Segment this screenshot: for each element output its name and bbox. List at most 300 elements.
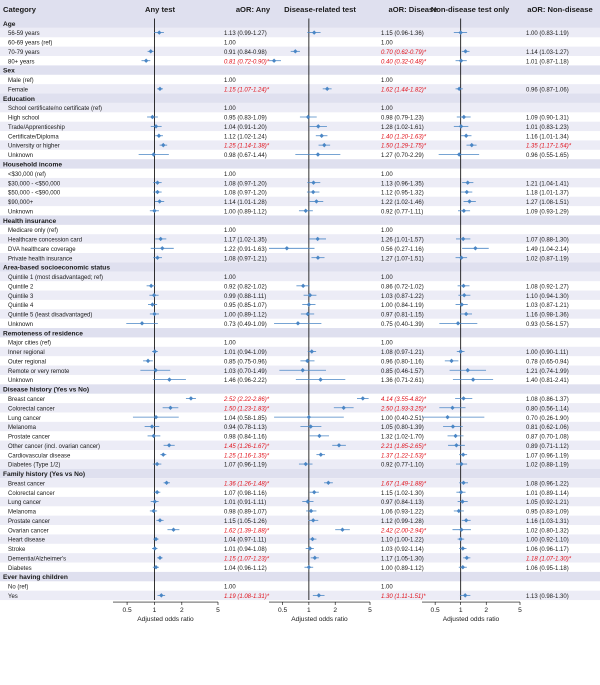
point-estimate [460,302,464,306]
header-aor-1: aOR: Any [235,5,271,14]
aor-value: 0.95 (0.83-1.09) [224,115,267,122]
aor-value: 1.00 (0.84-1.19) [381,303,424,310]
aor-value: 1.15 (1.07-1.23)* [224,556,270,563]
aor-value: 1.13 (0.99-1.27) [224,31,267,38]
section-band [0,469,600,478]
aor-value: 1.13 (0.96-1.35) [381,181,424,188]
aor-value: 1.10 (1.00-1.22) [381,537,424,544]
aor-value: 1.46 (0.96-2.22) [224,378,267,385]
row-label: Yes [8,593,18,600]
aor-value: 1.08 (0.97-1.20) [224,190,267,197]
aor-value: 1.09 (0.93-1.29) [526,209,569,216]
aor-value: 0.89 (0.71-1.12) [526,443,569,450]
section-header: Sex [3,67,15,75]
aor-value: 0.99 (0.88-1.11) [224,293,267,300]
row-label: Quintile 5 (least disadvantaged) [8,312,93,319]
point-estimate [461,452,465,456]
aor-value: 1.67 (1.49-1.88)* [381,481,427,488]
row-band [0,291,600,300]
row-label: $90,000+ [8,200,34,207]
aor-value: 1.21 (0.74-1.99) [526,368,569,375]
point-estimate [319,134,323,138]
x-axis-label: Adjusted odds ratio [291,616,348,624]
x-tick-label: 2 [333,607,338,615]
aor-value: 1.45 (1.26-1.67)* [224,443,270,450]
aor-value: 0.91 (0.84-0.98) [224,49,267,56]
aor-value: 1.16 (0.98-1.36) [526,312,569,319]
aor-value: 0.73 (0.49-1.09) [224,321,267,328]
aor-value: 4.14 (3.55-4.82)* [381,396,427,403]
aor-value: 1.13 (0.98-1.30) [526,593,569,600]
row-band [0,47,600,56]
point-estimate [167,377,171,381]
aor-value: 1.00 (0.40-2.51) [381,415,424,422]
aor-value: 0.95 (0.85-1.07) [224,303,267,310]
point-estimate [308,546,312,550]
aor-value: 1.17 (1.02-1.35) [224,237,267,244]
x-tick-label: 2 [179,607,184,615]
aor-value: 0.96 (0.87-1.06) [526,87,569,94]
aor-value: 1.04 (0.91-1.20) [224,124,267,131]
point-estimate [461,546,465,550]
header-panel-1: Any test [145,5,175,14]
row-label: 60-69 years (ref) [8,40,53,47]
point-estimate [296,321,300,325]
point-estimate [459,528,463,532]
header-panel-2: Disease-related test [284,5,356,14]
aor-value: 1.07 (0.96-1.19) [224,462,267,469]
row-label: Melanoma [8,425,37,432]
aor-value: 0.98 (0.84-1.16) [224,434,267,441]
aor-value: 1.21 (1.04-1.41) [526,181,569,188]
section-band [0,159,600,168]
aor-value: 1.08 (0.97-1.21) [224,256,267,263]
row-label: Medicare only (ref) [8,228,59,235]
point-estimate [316,152,320,156]
aor-value: 1.32 (1.02-1.70) [381,434,424,441]
aor-value: 1.62 (1.39-1.88)* [224,528,270,535]
row-label: Breast cancer [8,396,46,403]
aor-value: 0.70 (0.62-0.79)* [381,49,427,56]
aor-value: 1.14 (1.03-1.27) [526,49,569,56]
point-estimate [453,434,457,438]
row-label: Stroke [8,547,26,554]
aor-value: 1.30 (1.11-1.51)* [381,593,426,600]
point-estimate [306,115,310,119]
aor-value: 0.96 (0.80-1.16) [381,359,424,366]
aor-value: 0.95 (0.83-1.09) [526,509,569,516]
aor-value: 1.08 (0.86-1.37) [526,396,569,403]
point-estimate [456,321,460,325]
row-label: Major cities (ref) [8,340,52,347]
point-estimate [307,415,311,419]
aor-value: 0.92 (0.82-1.02) [224,284,267,291]
section-header: Age [3,20,16,28]
point-estimate [151,152,155,156]
aor-value: 0.93 (0.56-1.57) [526,321,569,328]
point-estimate [301,284,305,288]
row-band [0,197,600,206]
aor-value: 1.10 (0.94-1.30) [526,293,569,300]
row-label: Inner regional [8,350,45,357]
aor-value: 1.25 (1.16-1.35)* [224,453,270,460]
aor-value: 1.00 [381,40,393,47]
point-estimate [189,396,193,400]
row-band [0,140,600,149]
row-label: Heart disease [8,537,46,544]
point-estimate [459,490,463,494]
aor-value: 2.42 (2.00-2.94)* [381,528,427,535]
header-aor-3: aOR: Non-disease [527,5,593,14]
row-band [0,28,600,37]
row-band [0,553,600,562]
aor-value: 0.94 (0.78-1.13) [224,425,267,432]
aor-value: 1.05 (0.92-1.21) [526,500,569,507]
aor-value: 1.00 [224,78,236,85]
aor-value: 1.07 (0.88-1.30) [526,237,569,244]
aor-value: 1.00 [381,171,393,178]
row-band [0,478,600,487]
point-estimate [307,565,311,569]
point-estimate [317,434,321,438]
row-label: Unknown [8,378,34,385]
aor-value: 1.27 (1.08-1.51) [526,200,569,207]
point-estimate [361,396,365,400]
aor-value: 1.08 (0.97-1.21) [381,350,424,357]
row-label: 80+ years [8,59,35,66]
point-estimate [150,115,154,119]
section-header: Health insurance [3,217,57,225]
row-band [0,591,600,600]
row-label: High school [8,115,40,122]
point-estimate [161,452,165,456]
aor-value: 1.03 (0.87-1.21) [526,303,569,310]
aor-value: 1.00 (0.83-1.19) [526,31,569,38]
point-estimate [272,59,276,63]
section-band [0,19,600,28]
aor-value: 2.50 (1.93-3.25)* [381,406,427,413]
aor-value: 1.25 (1.14-1.38)* [224,143,270,150]
section-header: Remoteness of residence [3,330,83,338]
aor-value: 1.40 (0.81-2.41) [526,378,569,385]
section-band [0,572,600,581]
aor-value: 0.56 (0.27-1.16) [381,246,424,253]
x-tick-label: 5 [518,607,522,615]
aor-value: 1.03 (0.92-1.14) [381,547,424,554]
row-label: Colorectal cancer [8,406,55,413]
aor-value: 1.00 [224,275,236,282]
section-header: Family history (Yes vs No) [3,471,86,479]
point-estimate [160,246,164,250]
aor-value: 1.06 (0.95-1.18) [526,565,569,572]
row-label: Lung cancer [8,500,42,507]
aor-value: 1.22 (1.02-1.46) [381,200,424,207]
aor-value: 1.00 [224,228,236,235]
aor-value: 1.04 (0.97-1.11) [224,537,267,544]
aor-value: 1.18 (1.01-1.37) [526,190,569,197]
aor-value: 1.06 (0.96-1.17) [526,547,569,554]
section-header: Disease history (Yes vs No) [3,386,90,394]
row-label: Prostate cancer [8,434,51,441]
aor-value: 2.21 (1.85-2.65)* [381,443,427,450]
aor-value: 1.04 (0.58-1.85) [224,415,267,422]
aor-value: 1.16 (1.01-1.34) [526,134,569,141]
section-header: Ever having children [3,574,68,582]
aor-value: 0.97 (0.81-1.15) [381,312,424,319]
row-label: Outer regional [8,359,47,366]
aor-value: 1.26 (1.01-1.57) [381,237,424,244]
aor-value: 1.27 (0.70-2.29) [381,153,424,160]
aor-value: 1.07 (0.98-1.16) [224,490,267,497]
row-band [0,497,600,506]
aor-value: 1.00 (0.89-1.12) [224,312,267,319]
aor-value: 1.03 (0.87-1.22) [381,293,424,300]
point-estimate [144,59,148,63]
row-label: Dementia/Alzheimer's [8,556,67,563]
point-estimate [153,546,157,550]
row-label: Diabetes [8,565,32,572]
point-estimate [151,434,155,438]
point-estimate [149,284,153,288]
aor-value: 2.52 (2.22-2.86)* [224,396,270,403]
point-estimate [340,528,344,532]
aor-value: 1.37 (1.22-1.53)* [381,453,427,460]
aor-value: 1.00 [224,40,236,47]
point-estimate [152,209,156,213]
row-label: Healthcare concession card [8,237,83,244]
aor-value: 1.05 (0.80-1.39) [381,425,424,432]
row-band [0,347,600,356]
point-estimate [461,565,465,569]
aor-value: 1.00 [381,228,393,235]
x-tick-label: 0.5 [430,607,440,615]
aor-value: 0.97 (0.84-1.13) [381,500,424,507]
section-header: Area-based socioeconomic status [3,264,111,272]
aor-value: 1.49 (1.04-2.14) [526,246,569,253]
aor-value: 0.81 (0.62-1.06) [526,425,569,432]
row-label: Lung cancer [8,415,42,422]
row-band [0,234,600,243]
row-label: Unknown [8,153,34,160]
point-estimate [171,528,175,532]
aor-value: 1.36 (1.26-1.48)* [224,481,270,488]
row-label: Diabetes (Type 1/2) [8,462,61,469]
aor-value: 1.01 (0.89-1.14) [526,490,569,497]
row-label: Prostate cancer [8,518,51,525]
aor-value: 1.36 (0.71-2.61) [381,378,424,385]
point-estimate [459,59,463,63]
section-band [0,94,600,103]
point-estimate [464,134,468,138]
point-estimate [471,377,475,381]
row-label: School certificate/no certificate (ref) [8,106,103,113]
aor-value: 0.70 (0.26-1.90) [526,415,569,422]
point-estimate [461,284,465,288]
x-tick-label: 5 [368,607,372,615]
aor-value: 1.12 (1.02-1.24) [224,134,267,141]
aor-value: 0.96 (0.55-1.65) [526,153,569,160]
row-band [0,534,600,543]
row-label: Quintile 2 [8,284,34,291]
x-tick-label: 1 [152,607,157,615]
aor-value: 1.02 (0.88-1.19) [526,462,569,469]
point-estimate [445,415,449,419]
point-estimate [462,115,466,119]
row-label: Other cancer (incl. ovarian cancer) [8,443,101,450]
section-header: Education [3,95,35,103]
aor-value: 1.19 (1.08-1.31)* [224,593,270,600]
aor-value: 1.00 [224,171,236,178]
aor-value: 1.00 (0.90-1.11) [526,350,569,357]
aor-value: 1.00 [224,106,236,113]
point-estimate [140,321,144,325]
point-estimate [311,190,315,194]
row-label: Colorectal cancer [8,490,55,497]
x-tick-label: 0.5 [122,607,132,615]
aor-value: 1.01 (0.94-1.08) [224,547,267,554]
aor-value: 1.07 (0.96-1.19) [526,453,569,460]
point-estimate [155,190,159,194]
row-label: Remote or very remote [8,368,70,375]
row-label: Melanoma [8,509,37,516]
row-label: University or higher [8,143,60,150]
aor-value: 1.27 (1.07-1.51) [381,256,424,263]
section-band [0,215,600,224]
row-label: Male (ref) [8,78,34,85]
row-band [0,516,600,525]
row-band [0,84,600,93]
point-estimate [155,490,159,494]
header-panel-3: Non-disease test only [430,5,510,14]
x-axis-label: Adjusted odds ratio [442,616,500,624]
row-label: No (ref) [8,584,29,591]
point-estimate [319,452,323,456]
aor-value: 1.08 (0.92-1.27) [526,284,569,291]
aor-value: 1.14 (1.01-1.28) [224,200,267,207]
point-estimate [461,396,465,400]
row-label: $50,000 - <$90,000 [8,190,61,197]
row-label: Breast cancer [8,481,46,488]
row-band [0,178,600,187]
aor-value: 0.75 (0.40-1.39) [381,321,424,328]
section-header: Household income [3,161,62,169]
aor-value: 1.01 (0.91-1.11) [224,500,267,507]
row-label: 70-79 years [8,49,40,56]
aor-value: 1.00 [381,275,393,282]
x-tick-label: 1 [307,607,311,615]
section-band [0,328,600,337]
row-label: DVA healthcare coverage [8,246,76,253]
section-band [0,65,600,74]
point-estimate [449,359,453,363]
x-axis-label: Adjusted odds ratio [137,616,194,624]
aor-value: 1.35 (1.17-1.54)* [526,143,572,150]
aor-value: 1.00 [224,340,236,347]
aor-value: 1.50 (1.29-1.75)* [381,143,427,150]
aor-value: 1.08 (0.97-1.20) [224,181,267,188]
aor-value: 0.87 (0.70-1.08) [526,434,569,441]
aor-value: 1.28 (1.02-1.61) [381,124,424,131]
aor-value: 1.04 (0.96-1.12) [224,565,267,572]
row-label: Quintile 3 [8,293,34,300]
row-label: Ovarian cancer [8,528,49,535]
aor-value: 1.15 (0.96-1.36) [381,31,424,38]
aor-value: 1.22 (0.91-1.63) [224,246,267,253]
aor-value: 1.15 (1.05-1.26) [224,518,267,525]
aor-value: 0.80 (0.56-1.14) [526,406,569,413]
aor-value: 0.98 (0.89-1.07) [224,509,267,516]
aor-value: 1.00 [381,584,393,591]
aor-value: 0.92 (0.77-1.10) [381,462,424,469]
aor-value: 0.78 (0.65-0.94) [526,359,569,366]
aor-value: 1.00 (0.92-1.10) [526,537,569,544]
aor-value: 1.12 (0.99-1.28) [381,518,424,525]
aor-value: 1.18 (1.07-1.30)* [526,556,572,563]
aor-value: 1.00 [224,584,236,591]
aor-value: 1.02 (0.87-1.19) [526,256,569,263]
point-estimate [285,246,289,250]
aor-value: 1.12 (0.95-1.32) [381,190,424,197]
section-band [0,384,600,393]
row-label: Female [8,87,29,94]
row-band [0,122,600,131]
point-estimate [304,209,308,213]
aor-value: 1.08 (0.96-1.22) [526,481,569,488]
x-tick-label: 2 [484,607,489,615]
aor-value: 0.92 (0.77-1.11) [381,209,424,216]
row-label: Cardiovascular disease [8,453,71,460]
point-estimate [309,509,313,513]
x-tick-label: 5 [216,607,220,615]
header-aor-2: aOR: Disease [388,5,438,14]
row-band [0,403,600,412]
row-label: Quintile 1 (most disadvantaged; ref) [8,275,104,282]
aor-value: 1.00 (0.89-1.12) [381,565,424,572]
header-category: Category [3,5,36,14]
aor-value: 0.98 (0.67-1.44) [224,153,267,160]
row-label: Unknown [8,209,34,216]
aor-value: 1.15 (1.02-1.30) [381,490,424,497]
aor-value: 1.09 (0.90-1.31) [526,115,569,122]
row-label: Unknown [8,321,34,328]
point-estimate [146,359,150,363]
aor-value: 1.40 (1.20-1.63)* [381,134,427,141]
aor-value: 1.02 (0.80-1.32) [526,528,569,535]
point-estimate [473,246,477,250]
point-estimate [465,190,469,194]
row-band [0,253,600,262]
aor-value: 1.00 (0.89-1.12) [224,209,267,216]
aor-value: 0.81 (0.72-0.90)* [224,59,270,66]
point-estimate [312,490,316,494]
row-label: <$30,000 (ref) [8,171,46,178]
aor-value: 0.85 (0.75-0.96) [224,359,267,366]
point-estimate [151,509,155,513]
point-estimate [462,209,466,213]
aor-value: 1.00 [381,106,393,113]
aor-value: 0.85 (0.46-1.57) [381,368,424,375]
point-estimate [318,377,322,381]
aor-value: 1.50 (1.23-1.83)* [224,406,270,413]
x-tick-label: 1 [458,607,463,615]
aor-value: 1.00 [381,78,393,85]
aor-value: 0.98 (0.79-1.23) [381,115,424,122]
aor-value: 1.06 (0.93-1.22) [381,509,424,516]
row-label: Certificate/Diploma [8,134,59,141]
aor-value: 0.86 (0.72-1.02) [381,284,424,291]
aor-value: 1.16 (1.03-1.31) [526,518,569,525]
aor-value: 1.62 (1.44-1.82)* [381,87,427,94]
